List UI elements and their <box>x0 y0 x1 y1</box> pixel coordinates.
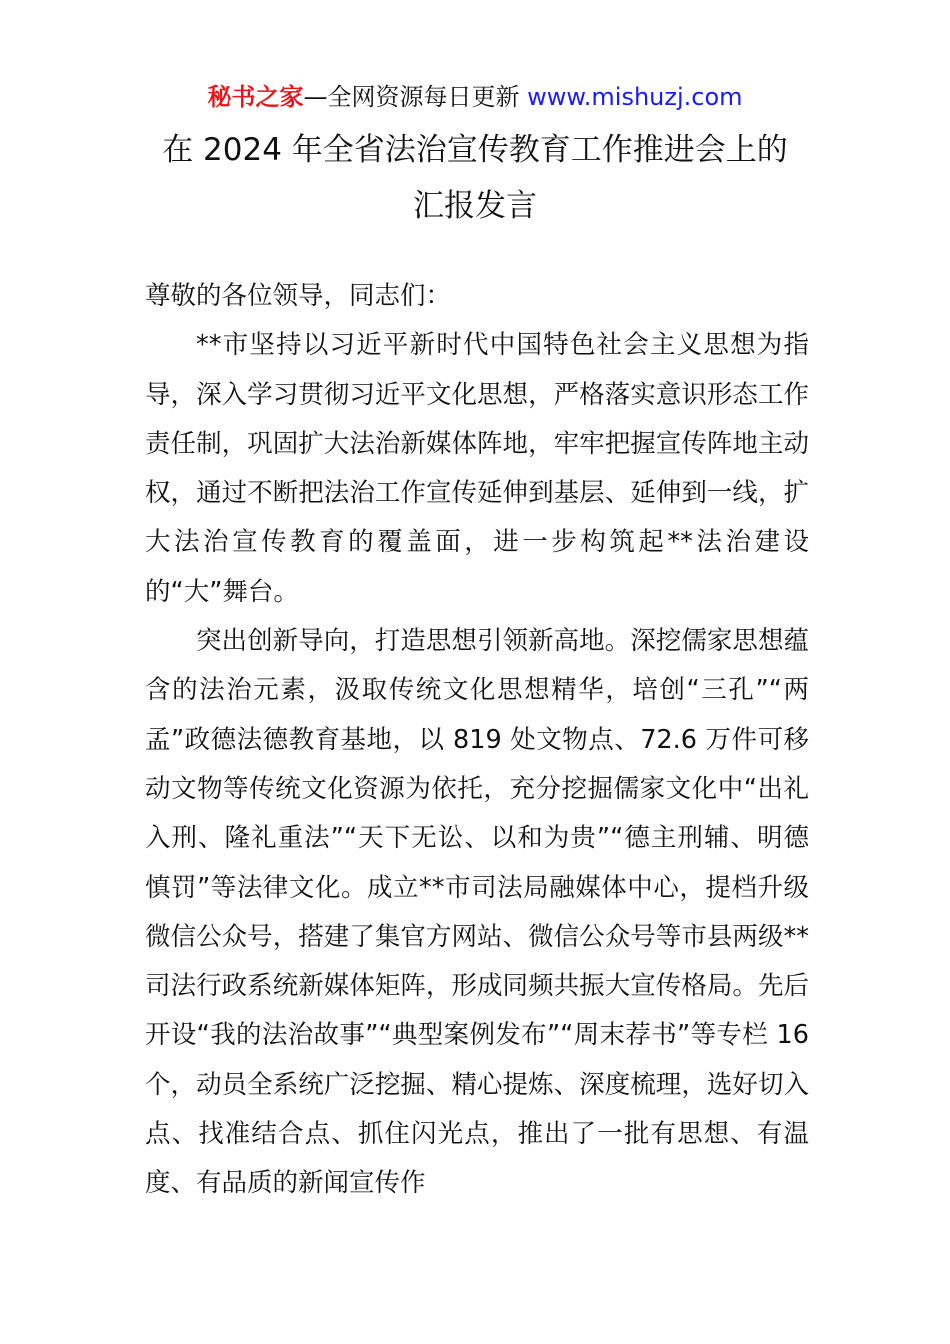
site-slogan: —全网资源每日更新 <box>303 83 528 111</box>
document-title-line-1: 在 2024 年全省法治宣传教育工作推进会上的 <box>162 132 788 168</box>
paragraph-intro: **市坚持以习近平新时代中国特色社会主义思想为指导，深入学习贯彻习近平文化思想，严格落实意识形态工作责任制，巩固扩大法治新媒体阵地，牢牢把握宣传阵地主动权，通过不断把法治工作宣传延伸到基层、延伸到一线，扩大法治宣传教育的覆盖面，进一步构筑起**法治建设的“大”舞台。 <box>145 330 809 607</box>
site-url-link[interactable]: www.mishuzj.com <box>527 83 743 111</box>
document-title-line-2: 汇报发言 <box>413 188 537 224</box>
salutation: 尊敬的各位领导，同志们： <box>145 281 452 311</box>
paragraph-innovation: 突出创新导向，打造思想引领新高地。深挖儒家思想蕴含的法治元素，汲取传统文化思想精华，培创“三孔”“两孟”政德法德教育基地，以 819 处文物点、72.6 万件可移动文物等传统文化资源为依托，充分挖掘儒家文化中“出礼入刑、隆礼重法”“天下无讼、以和为贵”“德主刑辅、明德慎罚”等法律文化。成立**市司法局融媒体中心，提档升级微信公众号，搭建了集官方网站、微信公众号等市县两级**司法行政系统新媒体矩阵，形成同频共振大宣传格局。先后开设“我的法治故事”“典型案例发布”“周末荐书”等专栏 16 个，动员全系统广泛挖掘、精心提炼、深度梳理，选好切入点、找准结合点、抓住闪光点，推出了一批有思想、有温度、有品质的新闻宣传作 <box>145 626 809 1199</box>
site-brand: 秘书之家 <box>207 83 304 111</box>
site-header <box>0 80 950 114</box>
document-body <box>145 272 809 1209</box>
document-title <box>0 122 950 234</box>
